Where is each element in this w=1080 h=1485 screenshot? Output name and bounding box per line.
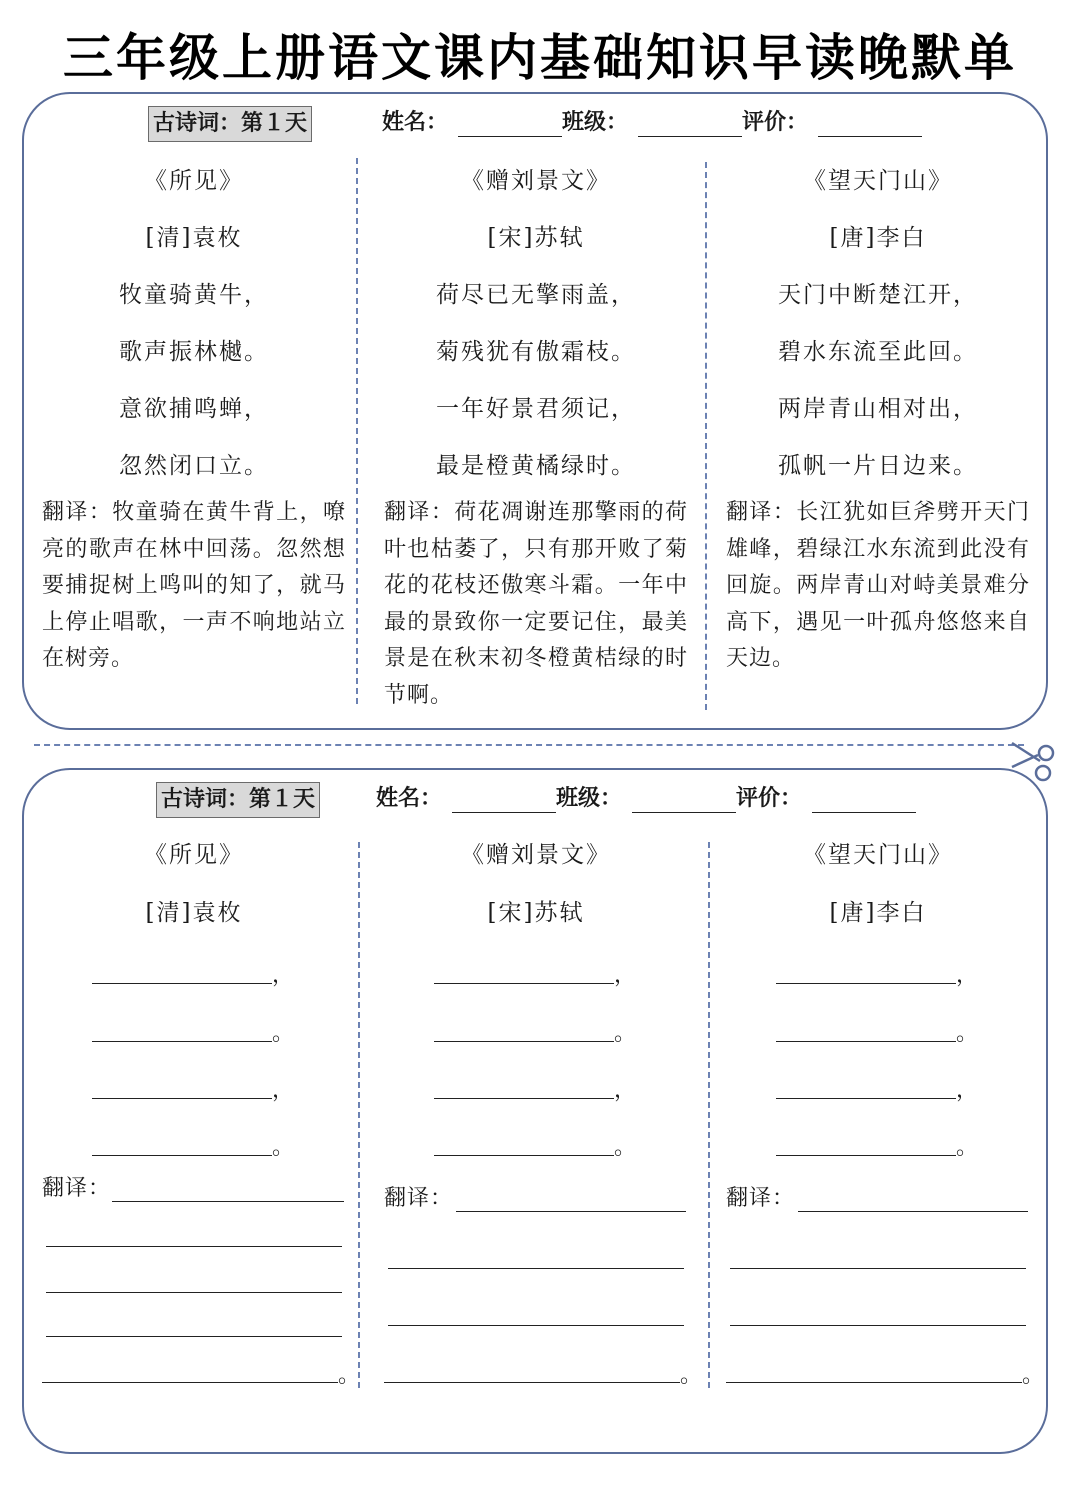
answer-line[interactable] [92, 1098, 272, 1099]
translation-label: 翻译： [726, 1186, 796, 1211]
translation-line[interactable] [730, 1325, 1026, 1326]
poem-title: 《赠刘景文》 [461, 168, 611, 194]
poem-line: 意欲捕鸣蝉， [119, 396, 269, 422]
poem-line: 荷尽已无擎雨盖， [436, 282, 636, 308]
line-punct: ， [272, 1078, 295, 1103]
dictation-card [22, 768, 1048, 1454]
class-field[interactable] [632, 812, 736, 813]
poem-author: [清]袁枚 [145, 900, 243, 926]
card-header [24, 782, 1046, 822]
translation-line[interactable] [42, 1382, 338, 1383]
translation-line[interactable] [112, 1201, 344, 1202]
poem-line: 孤帆一片日边来。 [778, 453, 978, 479]
poem-line: 菊残犹有傲霜枝。 [436, 339, 636, 365]
line-punct: 。 [956, 1021, 979, 1046]
poem-line: 忽然闭口立。 [119, 453, 269, 479]
translation-line[interactable] [730, 1268, 1026, 1269]
poem-title: 《望天门山》 [803, 168, 953, 194]
poem-author: [清]袁枚 [145, 225, 243, 251]
name-field[interactable] [452, 812, 556, 813]
translation-label: 翻译： [384, 1186, 454, 1211]
end-punct: 。 [1022, 1363, 1045, 1388]
line-punct: ， [614, 963, 637, 988]
poem-line: 歌声振林樾。 [119, 339, 269, 365]
reading-card [22, 92, 1048, 730]
answer-line[interactable] [92, 983, 272, 984]
translation-line[interactable] [46, 1292, 342, 1293]
eval-field[interactable] [812, 812, 916, 813]
translation-line[interactable] [388, 1268, 684, 1269]
page-title: 三年级上册语文课内基础知识早读晚默单 [63, 29, 1017, 87]
day-tag: 古诗词：第１天 [148, 106, 312, 142]
answer-line[interactable] [92, 1155, 272, 1156]
translation-line[interactable] [46, 1336, 342, 1337]
line-punct: 。 [614, 1135, 637, 1160]
class-field[interactable] [638, 136, 742, 137]
name-label: 姓名： [376, 786, 443, 811]
translation-line[interactable] [46, 1246, 342, 1247]
answer-line[interactable] [434, 1155, 614, 1156]
poem-title: 《赠刘景文》 [461, 842, 611, 868]
name-field[interactable] [458, 136, 562, 137]
translation-line[interactable] [456, 1211, 686, 1212]
answer-line[interactable] [434, 1098, 614, 1099]
poem-line: 最是橙黄橘绿时。 [436, 453, 636, 479]
translation-line[interactable] [384, 1382, 680, 1383]
poem-author: [唐]李白 [829, 900, 927, 926]
end-punct: 。 [338, 1363, 361, 1388]
line-punct: 。 [614, 1021, 637, 1046]
translation-line[interactable] [798, 1211, 1028, 1212]
translation-label: 翻译： [42, 1176, 112, 1201]
eval-label: 评价： [736, 786, 803, 811]
poem-line: 两岸青山相对出， [778, 396, 978, 422]
line-punct: 。 [272, 1021, 295, 1046]
line-punct: ， [272, 963, 295, 988]
translation-line[interactable] [388, 1325, 684, 1326]
name-label: 姓名： [382, 110, 449, 135]
poem-line: 一年好景君须记， [436, 396, 636, 422]
poem-line: 牧童骑黄牛， [119, 282, 269, 308]
class-label: 班级： [556, 786, 623, 811]
poem-translation: 翻译：荷花凋谢连那擎雨的荷叶也枯萎了，只有那开败了菊花的花枝还傲寒斗霜。一年中最的景致你一定要记住，最美景是在秋末初冬橙黄桔绿的时节啊。 [384, 500, 688, 708]
poem-translation: 翻译：长江犹如巨斧劈开天门雄峰，碧绿江水东流到此没有回旋。两岸青山对峙美景难分高下，遇见一叶孤舟悠悠来自天边。 [726, 500, 1030, 671]
poem-translation: 翻译：牧童骑在黄牛背上，嘹亮的歌声在林中回荡。忽然想要捕捉树上鸣叫的知了，就马上停止唱歌，一声不响地站立在树旁。 [42, 500, 346, 671]
answer-line[interactable] [776, 1098, 956, 1099]
class-label: 班级： [562, 110, 629, 135]
eval-field[interactable] [818, 136, 922, 137]
poem-line: 碧水东流至此回。 [778, 339, 978, 365]
line-punct: 。 [272, 1135, 295, 1160]
translation-line[interactable] [726, 1382, 1022, 1383]
poem-title: 《所见》 [144, 168, 244, 194]
answer-line[interactable] [776, 983, 956, 984]
line-punct: ， [956, 1078, 979, 1103]
line-punct: ， [614, 1078, 637, 1103]
eval-label: 评价： [742, 110, 809, 135]
answer-line[interactable] [776, 1155, 956, 1156]
day-tag: 古诗词：第１天 [156, 782, 320, 818]
answer-line[interactable] [434, 983, 614, 984]
answer-line[interactable] [776, 1041, 956, 1042]
poem-line: 天门中断楚江开， [778, 282, 978, 308]
poem-title: 《所见》 [144, 842, 244, 868]
line-punct: ， [956, 963, 979, 988]
end-punct: 。 [680, 1363, 703, 1388]
poem-author: [宋]苏轼 [487, 900, 585, 926]
cut-line [34, 744, 1024, 746]
line-punct: 。 [956, 1135, 979, 1160]
poem-title: 《望天门山》 [803, 842, 953, 868]
answer-line[interactable] [434, 1041, 614, 1042]
answer-line[interactable] [92, 1041, 272, 1042]
poem-author: [唐]李白 [829, 225, 927, 251]
card-header [24, 106, 1046, 146]
poem-author: [宋]苏轼 [487, 225, 585, 251]
